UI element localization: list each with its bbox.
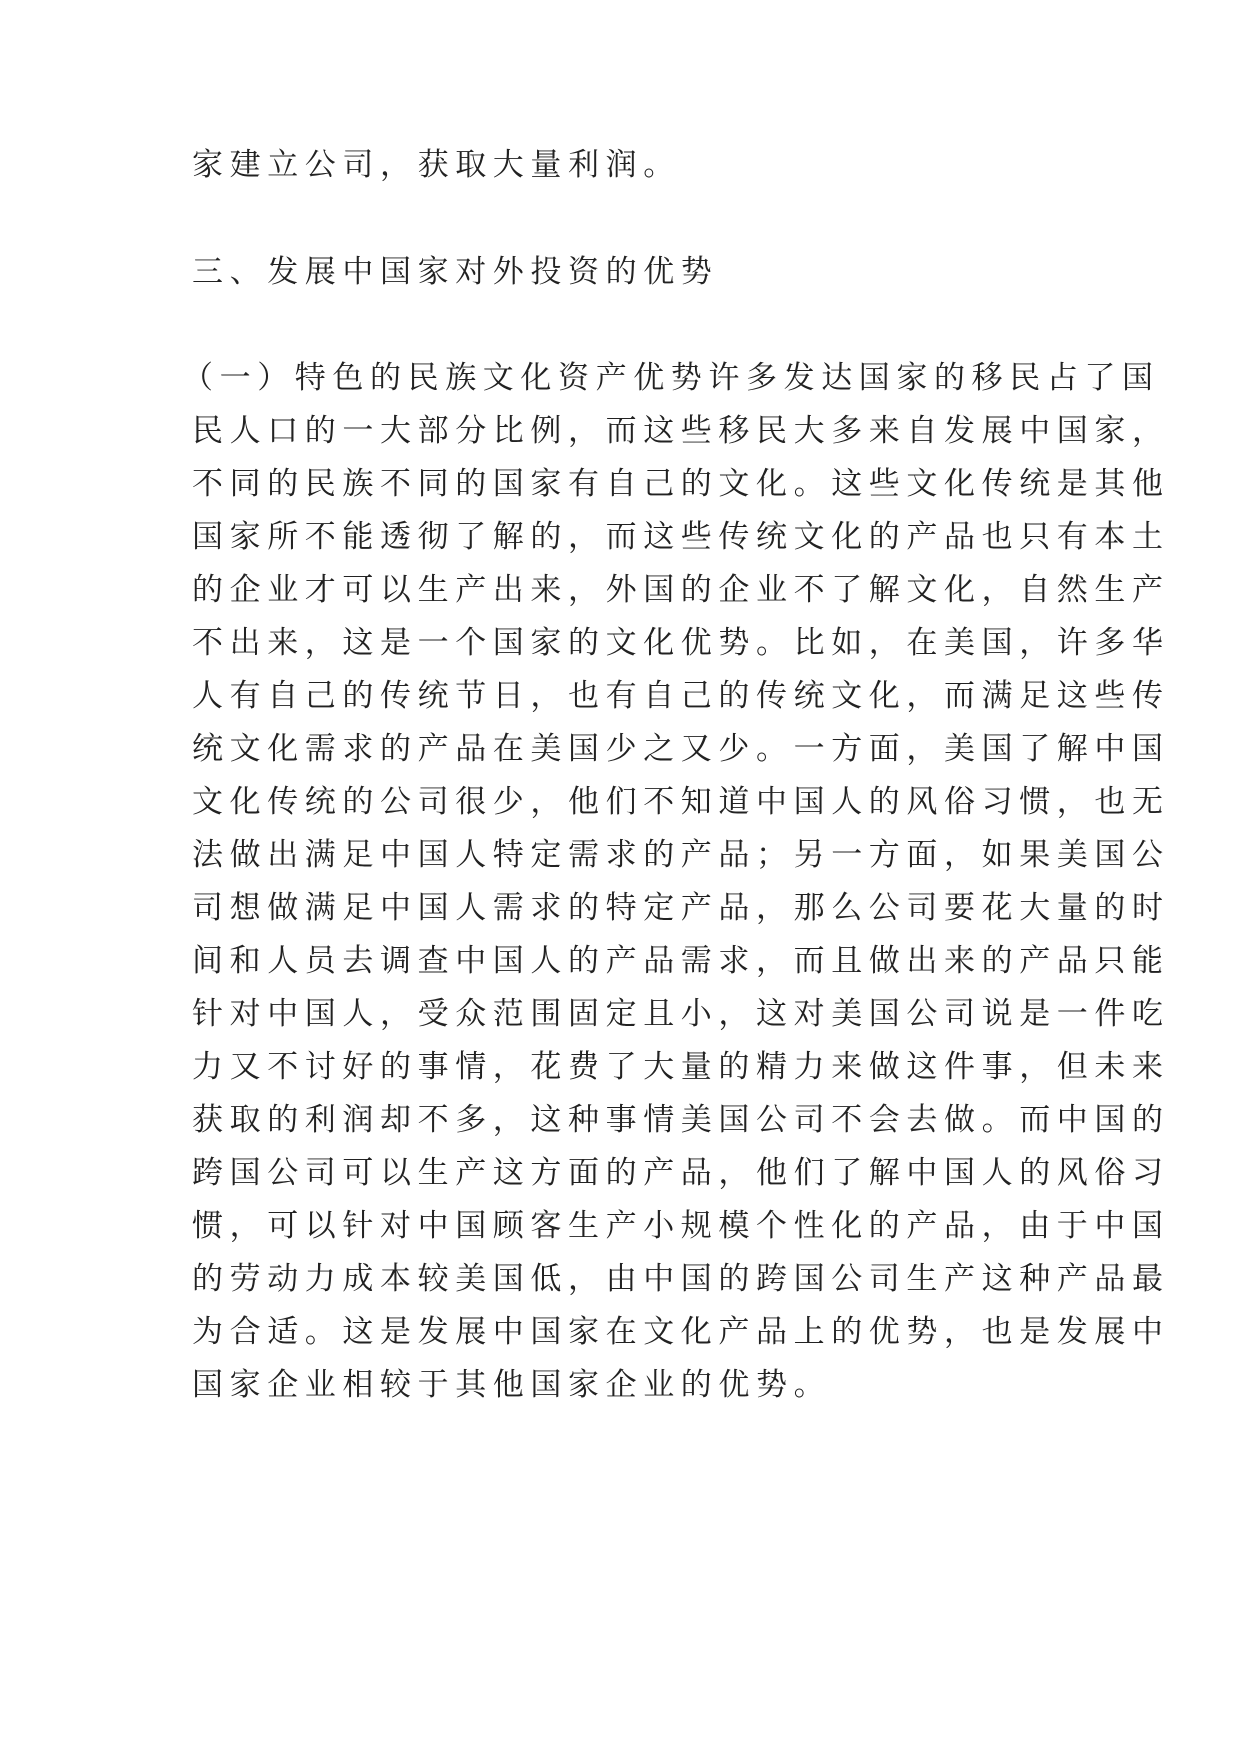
paragraph-line: 为合适。这是发展中国家在文化产品上的优势，也是发展中: [192, 1314, 1170, 1350]
paragraph-line: 人有自己的传统节日，也有自己的传统文化，而满足这些传: [192, 678, 1170, 714]
paragraph-line: 国家所不能透彻了解的，而这些传统文化的产品也只有本土: [192, 519, 1170, 555]
paragraph-line: 获取的利润却不多，这种事情美国公司不会去做。而中国的: [192, 1102, 1170, 1138]
paragraph-line: 力又不讨好的事情，花费了大量的精力来做这件事，但未来: [192, 1049, 1170, 1085]
paragraph-line: 民人口的一大部分比例，而这些移民大多来自发展中国家，: [192, 413, 1170, 449]
paragraph-line: 不出来，这是一个国家的文化优势。比如，在美国，许多华: [192, 625, 1170, 661]
paragraph-line: 的企业才可以生产出来，外国的企业不了解文化，自然生产: [192, 572, 1170, 608]
paragraph-line: 针对中国人，受众范围固定且小，这对美国公司说是一件吃: [192, 996, 1170, 1032]
section-heading: 三、发展中国家对外投资的优势: [192, 254, 719, 290]
paragraph-line: 统文化需求的产品在美国少之又少。一方面，美国了解中国: [192, 731, 1170, 767]
paragraph-line: 法做出满足中国人特定需求的产品；另一方面，如果美国公: [192, 837, 1170, 873]
paragraph-line: 司想做满足中国人需求的特定产品，那么公司要花大量的时: [192, 890, 1170, 926]
paragraph-line: 的劳动力成本较美国低，由中国的跨国公司生产这种产品最: [192, 1261, 1170, 1297]
paragraph-line: 文化传统的公司很少，他们不知道中国人的风俗习惯，也无: [192, 784, 1170, 820]
paragraph-line: 不同的民族不同的国家有自己的文化。这些文化传统是其他: [192, 466, 1170, 502]
paragraph-line: 跨国公司可以生产这方面的产品，他们了解中国人的风俗习: [192, 1155, 1170, 1191]
paragraph-line: 惯，可以针对中国顾客生产小规模个性化的产品，由于中国: [192, 1208, 1170, 1244]
paragraph-line: 国家企业相较于其他国家企业的优势。: [192, 1367, 832, 1403]
continuation-line: 家建立公司，获取大量利润。: [192, 147, 681, 183]
paragraph-line: 间和人员去调查中国人的产品需求，而且做出来的产品只能: [192, 943, 1170, 979]
paragraph-line: （一）特色的民族文化资产优势许多发达国家的移民占了国: [182, 360, 1160, 396]
